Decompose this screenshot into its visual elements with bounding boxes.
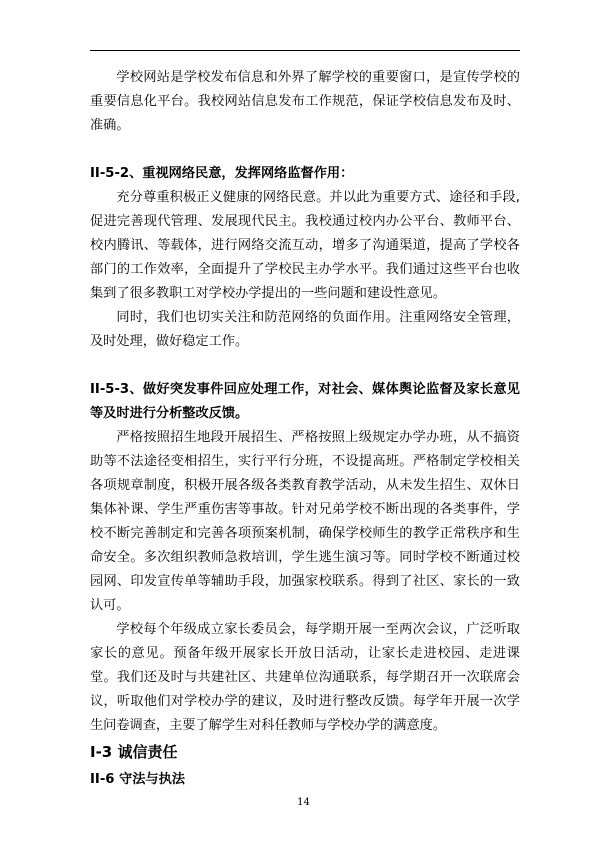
- paragraph-enrollment: 严格按照招生地段开展招生、严格按照上级规定办学办班，从不搞资助等不法途径变相招生，实行平行分班，不设提高班。严格制定学校相关各项规章制度，积极开展各级各类教育教学活动，从未发生招生、双休日集体补课、学生严重伤害等事故。针对兄弟学校不断出现的各类事件，学校不断完善制定和完善各项预案机制，确保学校师生的教学正常秩序和生命安全。多次组织教师急救培训，学生逃生演习等。同时学校不断通过校园网、印发宣传单等辅助手段，加强家校联系。得到了社区、家长的一致认可。: [90, 430, 520, 613]
- heading-i-3: I-3 诚信责任: [90, 743, 178, 761]
- page-number: 14: [297, 797, 310, 808]
- paragraph-network-opinion: 充分尊重积极正义健康的网络民意。并以此为重要方式、途径和手段,促进完善现代管理、发展现代民主。我校通过校内办公平台、教师平台、校内腾讯、等载体，进行网络交流互动，增多了沟通渠道，提高了学校各部门的工作效率，全面提升了学校民主办学水平。我们通过这些平台也收集到了很多教职工对学校办学提出的一些问题和建设性意见。: [90, 190, 520, 301]
- heading-ii-5-3: II-5-3、做好突发事件回应处理工作，对社会、媒体舆论监督及家长意见等及时进行分析整改反馈。: [90, 382, 520, 421]
- paragraph-website: 学校网站是学校发布信息和外界了解学校的重要窗口，是宣传学校的重要信息化平台。我校网站信息发布工作规范，保证学校信息发布及时、准确。: [90, 70, 520, 133]
- header-rule: [90, 50, 520, 51]
- paragraph-network-negative: 同时，我们也切实关注和防范网络的负面作用。注重网络安全管理，及时处理，做好稳定工作。: [90, 310, 520, 349]
- page-content: [90, 66, 520, 794]
- heading-ii-6: II-6 守法与执法: [90, 772, 185, 787]
- spacer: [90, 354, 520, 378]
- spacer: [90, 138, 520, 162]
- paragraph-parents: 学校每个年级成立家长委员会，每学期开展一至两次会议，广泛听取家长的意见。预备年级开展家长开放日活动，让家长走进校园、走进课堂。我们还及时与共建社区、共建单位沟通联系，每学期召开一次联席会议，听取他们对学校办学的建议，及时进行整改反馈。每学年开展一次学生问卷调查，主要了解学生对科任教师与学校办学的满意度。: [90, 622, 520, 733]
- heading-ii-5-2: II-5-2、重视网络民意，发挥网络监督作用：: [90, 166, 354, 181]
